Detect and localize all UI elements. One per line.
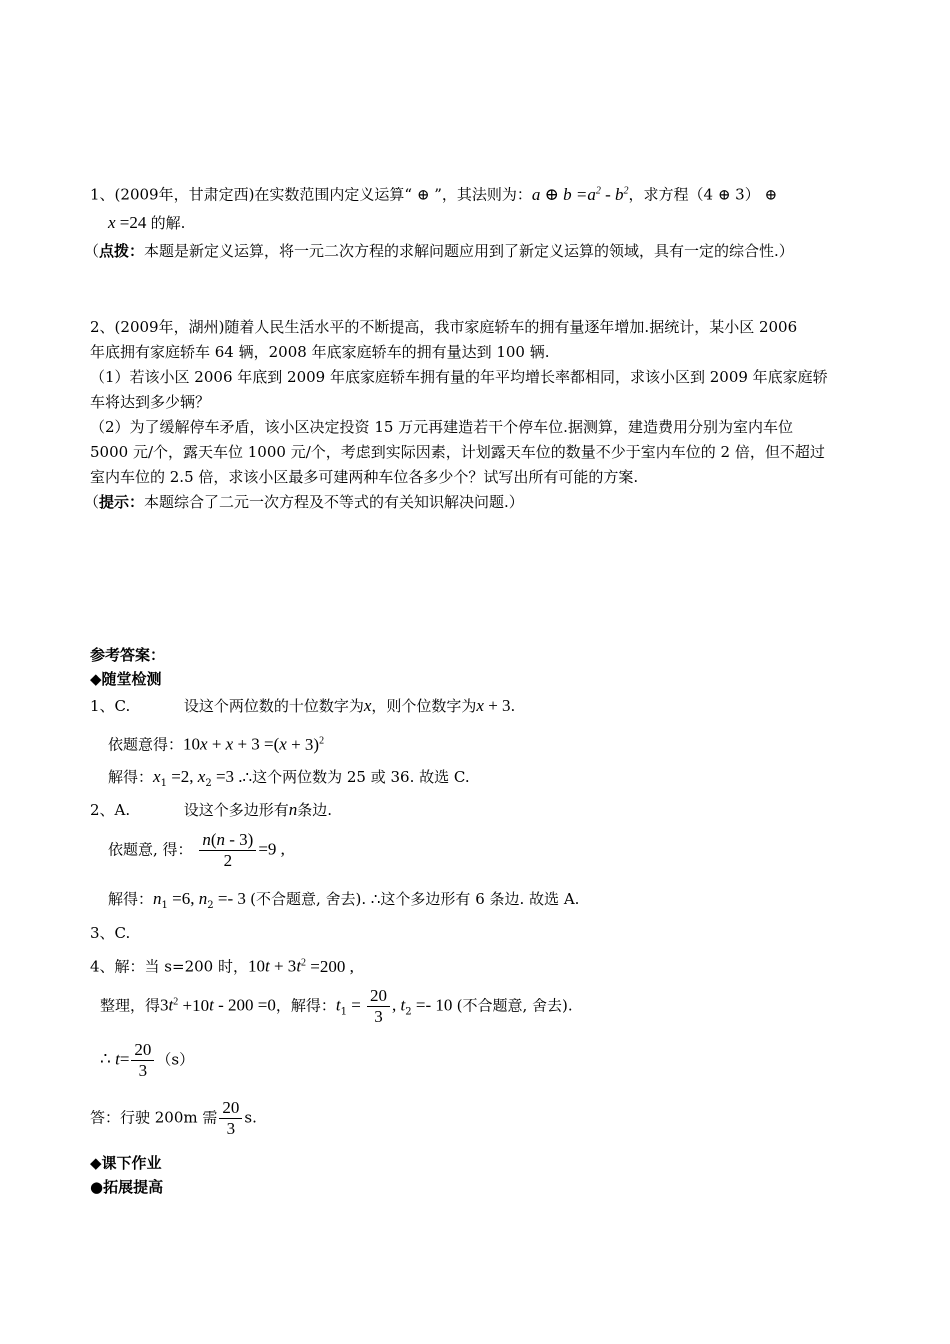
answer-3: 3、C.: [90, 924, 131, 942]
q2-hint: （提示：本题综合了二元一次方程及不等式的有关知识解决问题.）: [84, 493, 524, 511]
q2-line2: 年底拥有家庭轿车 64 辆，2008 年底家庭轿车的拥有量达到 100 辆.: [90, 343, 550, 361]
q2-line7: 室内车位的 2.5 倍，求该小区最多可建两种车位各多少个？试写出所有可能的方案.: [90, 468, 639, 486]
section-homework: ◆课下作业: [90, 1154, 162, 1172]
answer-2-line2: 依题意, 得： $\frac{n(n - 3)}{2}$ =9 ,: [108, 830, 285, 870]
fraction-20-over-3: $\frac{20}{3}$: [219, 1098, 242, 1139]
answer-1-line2: 依题意得：$10x + x + 3 =(x + 3)^2$: [108, 734, 325, 754]
q2-line5: （2）为了缓解停车矛盾，该小区决定投资 15 万元再建造若干个停车位.据测算，建造费用分别为室内车位: [90, 418, 793, 436]
q2-line4: 车将达到多少辆？: [90, 393, 211, 411]
q1-line2: x =24 的解.: [108, 213, 186, 232]
answer-4-line4: 答：行驶 200m 需 $\frac{20}{3}$ s.: [90, 1098, 257, 1138]
answer-2-line1: 2、A. 设这个多边形有n条边.: [90, 800, 333, 819]
fraction-20-over-3: $\frac{20}{3}$: [131, 1040, 154, 1081]
q2-line1: 2、(2009年，湖州)随着人民生活水平的不断提高，我市家庭轿车的拥有量逐年增加.据统计，某小区 2006: [90, 318, 798, 336]
answer-2-line3: 解得：$n_1 =6$, $n_2 =- 3$ (不合题意, 舍去). ∴这个多边形有 6 条边. 故选 A.: [108, 889, 580, 911]
section-in-class-check: ◆随堂检测: [90, 670, 162, 688]
q1-line1: 1、(2009年，甘肃定西)在实数范围内定义运算“ ⊕ ”，其法则为：a ⊕ $b =a^2 - b^2$，求方程（4 ⊕ 3） ⊕: [90, 184, 778, 204]
fraction-n-expression: $\frac{n(n - 3)}{2}$: [199, 830, 256, 871]
q2-line3: （1）若该小区 2006 年底到 2009 年底家庭轿车拥有量的年平均增长率都相同，求该小区到 2009 年底家庭轿: [90, 368, 828, 386]
answer-1-line1: 1、C. 设这个两位数的十位数字为x，则个位数字为x + 3.: [90, 696, 516, 715]
q2-line6: 5000 元/个，露天车位 1000 元/个，考虑到实际因素，计划露天车位的数量不少于室内车位的 2 倍，但不超过: [90, 443, 825, 461]
answer-4-line3: ∴ t= $\frac{20}{3}$ （s）: [100, 1040, 195, 1080]
section-extension: ●拓展提高: [90, 1178, 164, 1196]
fraction-20-over-3: $\frac{20}{3}$: [367, 986, 390, 1027]
answers-title: 参考答案：: [90, 646, 166, 664]
q1-equation-tail: x: [108, 213, 116, 232]
q1-hint: （点拨：本题是新定义运算，将一元二次方程的求解问题应用到了新定义运算的领域，具有一定的综合性.）: [84, 242, 794, 260]
answer-4-line2: 整理，得$3t^2 +10t - 200 =0$，解得：$t_1$ = $\frac{20}{3}$ , $t_2 =- 10$ (不合题意, 舍去).: [100, 986, 573, 1026]
answer-4-line1: 4、解：当 s=200 时，$10t + 3t^2 =200$ ,: [90, 956, 354, 976]
answer-1-line3: 解得：$x_1 =2$, $x_2 =3$ .∴这个两位数为 25 或 36. 故选 C.: [108, 767, 470, 789]
q1-operation-rule: a ⊕ $b =a^2 - b^2$: [531, 184, 629, 204]
